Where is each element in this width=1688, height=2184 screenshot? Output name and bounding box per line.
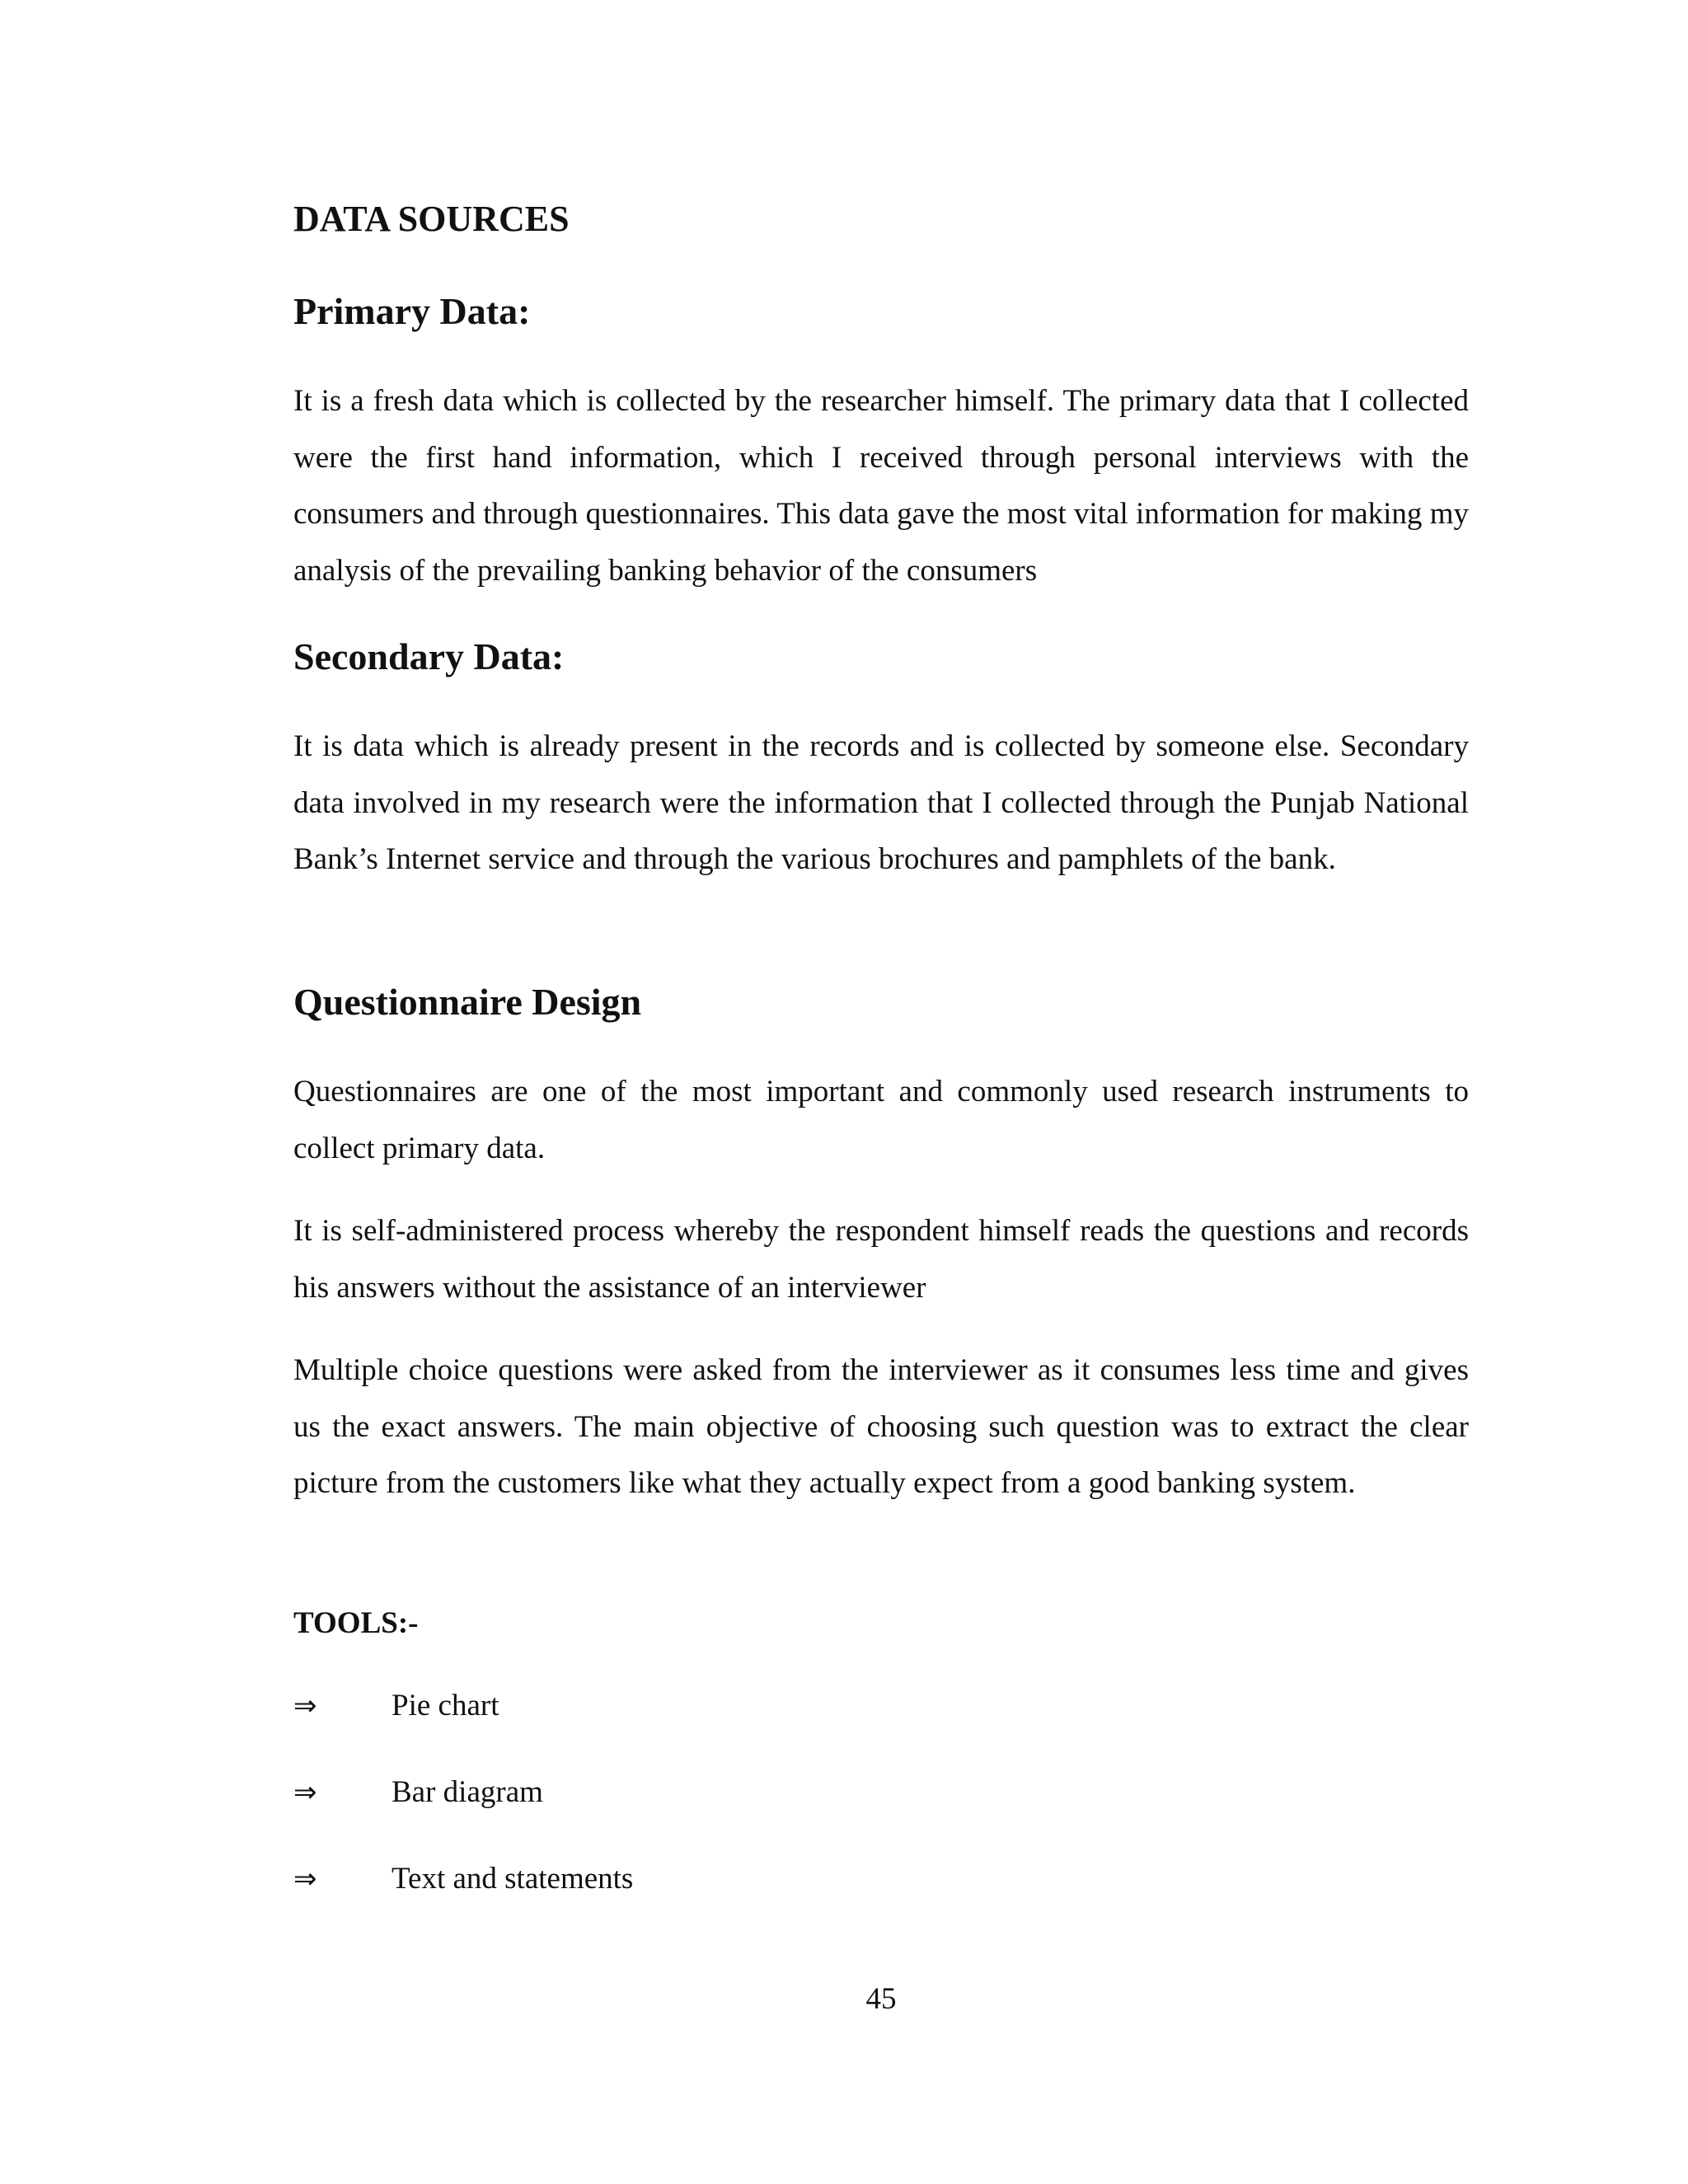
list-item-label: Bar diagram <box>392 1775 543 1809</box>
section-heading-secondary-data: Secondary Data: <box>293 635 565 677</box>
paragraph-secondary-data: It is data which is already present in the records and is collected by someone else. Secondary data involved in my research were the information that I collected through the Punjab National Bank’s Internet service and through the various brochures and pamphlets of the bank. <box>293 729 1469 876</box>
document-page <box>293 0 1469 2184</box>
tools-heading: TOOLS:- <box>293 1606 419 1640</box>
section-heading-questionnaire-design: Questionnaire Design <box>293 981 642 1023</box>
paragraph-multiple-choice: Multiple choice questions were asked from the interviewer as it consumes less time and gives us the exact answers. The main objective of choosing such question was to extract the clear picture from the customers like what they actually expect from a good banking system. <box>293 1353 1469 1500</box>
double-arrow-icon: ⇒ <box>293 1863 317 1896</box>
paragraph-self-administered: It is self-administered process whereby the respondent himself reads the questions and records his answers without the assistance of an interviewer <box>293 1214 1469 1305</box>
list-item-text-and-statements <box>293 1854 1118 1904</box>
paragraph-questionnaire-intro: Questionnaires are one of the most important and commonly used research instruments to collect primary data. <box>293 1075 1469 1165</box>
list-item-pie-chart <box>293 1681 1118 1731</box>
double-arrow-icon: ⇒ <box>293 1690 317 1722</box>
list-item-label: Pie chart <box>392 1689 499 1722</box>
section-heading-primary-data: Primary Data: <box>293 290 531 332</box>
double-arrow-icon: ⇒ <box>293 1776 317 1809</box>
page-title: DATA SOURCES <box>293 199 570 239</box>
paragraph-primary-data: It is a fresh data which is collected by the researcher himself. The primary data that I collected were the first hand information, which I received through personal interviews with the consumers and through questionnaires. This data gave the most vital information for making my analysis of the prevailing banking behavior of the consumers <box>293 384 1469 588</box>
page-number: 45 <box>865 1982 897 2016</box>
list-item-label: Text and statements <box>392 1862 634 1896</box>
list-item-bar-diagram <box>293 1768 1118 1817</box>
